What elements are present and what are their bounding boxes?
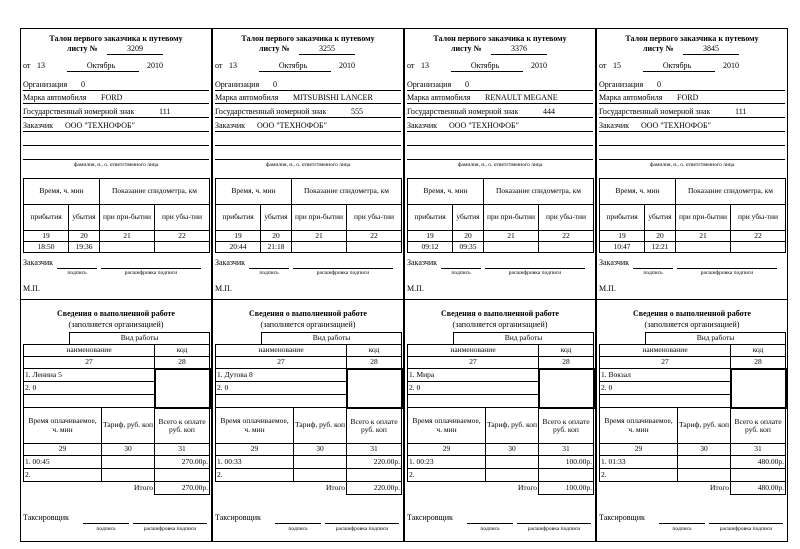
departure-time: 12:21 <box>645 242 676 253</box>
name-header: наименование <box>600 345 731 357</box>
work-subtitle: (заполняется организацией) <box>452 320 548 329</box>
col-28: 28 <box>347 357 402 369</box>
org-label: Организация <box>215 80 260 89</box>
work-type-header: Вид работы <box>646 333 786 345</box>
tariff-header: Тариф, руб. коп <box>486 408 539 444</box>
code-header: код <box>347 345 402 357</box>
work-type-header: Вид работы <box>70 333 210 345</box>
at-arrival-header: при при-бытии <box>292 205 347 231</box>
coupon-title-line2: листу № <box>259 44 290 53</box>
customer-sign-label: Заказчик <box>407 258 438 267</box>
code-header: код <box>155 345 210 357</box>
paid-time-header: Время оплачиваемое, ч. мин <box>600 408 678 444</box>
coupon-title-line1: Талон первого заказчика к путевому <box>49 34 183 43</box>
time-odometer-table <box>23 178 210 253</box>
date-prefix: от <box>23 61 31 70</box>
taximeter-signature-caption: подпись <box>96 526 116 532</box>
date-prefix: от <box>599 61 607 70</box>
at-departure-header: при убы-тии <box>155 205 210 231</box>
arrival-header: прибытия <box>600 205 645 231</box>
org-value: 0 <box>273 80 277 89</box>
org-label: Организация <box>407 80 452 89</box>
paid-sum: 220.00р. <box>347 456 402 469</box>
coupon-number: 3209 <box>127 44 143 53</box>
customer-label: Заказчик <box>407 121 438 130</box>
col-28: 28 <box>155 357 210 369</box>
col-28: 28 <box>539 357 594 369</box>
taximeter-label: Таксировщик <box>407 513 453 522</box>
decode-caption: расшифровка подписи <box>700 270 754 276</box>
at-departure-header: при убы-тии <box>347 205 402 231</box>
at-departure-header: при убы-тии <box>539 205 594 231</box>
odometer-header: Показание спидометра, км <box>484 179 594 205</box>
paid-sum: 100.00р. <box>539 456 594 469</box>
section-divider <box>21 299 211 300</box>
decode-caption: расшифровка подписи <box>124 270 178 276</box>
col-31: 31 <box>731 444 786 456</box>
customer-label: Заказчик <box>599 121 630 130</box>
col-19: 19 <box>24 231 69 242</box>
col-21: 21 <box>292 231 347 242</box>
col-27: 27 <box>408 357 539 369</box>
date-year: 2010 <box>147 61 163 70</box>
coupon-card <box>212 28 404 542</box>
paid-time-header: Время оплачиваемое, ч. мин <box>408 408 486 444</box>
customer-value: ООО "ТЕХНОФОБ" <box>449 121 519 130</box>
date-prefix: от <box>407 61 415 70</box>
total-value: 480.00р. <box>731 482 786 495</box>
plate-value: 111 <box>735 107 747 116</box>
arrival-time: 20:44 <box>216 242 261 253</box>
odometer-header: Показание спидометра, км <box>676 179 786 205</box>
date-month: Октябрь <box>470 61 500 70</box>
brand-value: RENAULT MEGANE <box>485 93 558 102</box>
coupon-title-line2: листу № <box>643 44 674 53</box>
work-item-1: 1. Ленина 5 <box>24 369 155 382</box>
paid-row-2: 2. <box>216 469 294 482</box>
arrival-time: 09:12 <box>408 242 453 253</box>
col-30: 30 <box>102 444 155 456</box>
org-value: 0 <box>465 80 469 89</box>
departure-header: убытия <box>261 205 292 231</box>
paid-sum: 270.00р. <box>155 456 210 469</box>
coupon-title-line1: Талон первого заказчика к путевому <box>241 34 375 43</box>
col-21: 21 <box>100 231 155 242</box>
work-type-header: Вид работы <box>262 333 402 345</box>
paid-row-1: 1. 00:23 <box>408 456 486 469</box>
coupon-card <box>596 28 788 542</box>
col-19: 19 <box>600 231 645 242</box>
paid-row-1: 1. 01:33 <box>600 456 678 469</box>
total-pay-header: Всего к оплате руб. коп <box>731 408 786 444</box>
at-arrival-header: при при-бытии <box>100 205 155 231</box>
coupon-number: 3845 <box>703 44 719 53</box>
col-30: 30 <box>294 444 347 456</box>
col-29: 29 <box>216 444 294 456</box>
time-odometer-table <box>407 178 594 253</box>
col-31: 31 <box>347 444 402 456</box>
date-prefix: от <box>215 61 223 70</box>
stamp-label: М.П. <box>599 284 616 293</box>
col-31: 31 <box>155 444 210 456</box>
time-header: Время, ч. мин <box>216 179 292 205</box>
tariff-header: Тариф, руб. коп <box>294 408 347 444</box>
work-title: Сведения о выполненной работе <box>441 309 559 318</box>
col-29: 29 <box>600 444 678 456</box>
arrival-time: 18:50 <box>24 242 69 253</box>
taximeter-decode-caption: расшифровка подписи <box>143 526 197 532</box>
plate-value: 555 <box>351 107 363 116</box>
work-table <box>599 332 787 495</box>
total-value: 100.00р. <box>539 482 594 495</box>
col-31: 31 <box>539 444 594 456</box>
name-header: наименование <box>408 345 539 357</box>
at-arrival-header: при при-бытии <box>676 205 731 231</box>
col-20: 20 <box>69 231 100 242</box>
taximeter-label: Таксировщик <box>215 513 261 522</box>
stamp-label: М.П. <box>23 284 40 293</box>
arrival-header: прибытия <box>408 205 453 231</box>
org-label: Организация <box>23 80 68 89</box>
col-19: 19 <box>408 231 453 242</box>
work-title: Сведения о выполненной работе <box>633 309 751 318</box>
brand-value: FORD <box>101 93 123 102</box>
col-30: 30 <box>678 444 731 456</box>
name-header: наименование <box>24 345 155 357</box>
work-item-2: 2. 0 <box>24 382 155 395</box>
signature-caption: подпись <box>643 270 663 276</box>
col-20: 20 <box>261 231 292 242</box>
taximeter-signature-caption: подпись <box>288 526 308 532</box>
work-title: Сведения о выполненной работе <box>249 309 367 318</box>
work-item-1: 1. Дутова 8 <box>216 369 347 382</box>
col-22: 22 <box>155 231 210 242</box>
date-day: 15 <box>613 61 621 70</box>
date-year: 2010 <box>531 61 547 70</box>
org-value: 0 <box>657 80 661 89</box>
paid-time-header: Время оплачиваемое, ч. мин <box>24 408 102 444</box>
brand-label: Марка автомобиля <box>215 93 279 102</box>
arrival-time: 10:47 <box>600 242 645 253</box>
paid-row-2: 2. <box>408 469 486 482</box>
coupon-title-line1: Талон первого заказчика к путевому <box>433 34 567 43</box>
coupon-title-line2: листу № <box>67 44 98 53</box>
work-table <box>23 332 211 495</box>
signature-caption: подпись <box>67 270 87 276</box>
taximeter-decode-caption: расшифровка подписи <box>527 526 581 532</box>
taximeter-decode-caption: расшифровка подписи <box>335 526 389 532</box>
org-label: Организация <box>599 80 644 89</box>
date-day: 13 <box>37 61 45 70</box>
paid-sum: 480.00р. <box>731 456 786 469</box>
work-item-2: 2. 0 <box>408 382 539 395</box>
col-20: 20 <box>453 231 484 242</box>
total-pay-header: Всего к оплате руб. коп <box>347 408 402 444</box>
total-value: 270.00р. <box>155 482 210 495</box>
paid-row-1: 1. 00:33 <box>216 456 294 469</box>
departure-header: убытия <box>69 205 100 231</box>
col-29: 29 <box>408 444 486 456</box>
col-21: 21 <box>676 231 731 242</box>
col-28: 28 <box>731 357 786 369</box>
work-subtitle: (заполняется организацией) <box>68 320 164 329</box>
customer-label: Заказчик <box>23 121 54 130</box>
departure-time: 09:35 <box>453 242 484 253</box>
col-22: 22 <box>731 231 786 242</box>
odometer-header: Показание спидометра, км <box>292 179 402 205</box>
work-type-header: Вид работы <box>454 333 594 345</box>
customer-sign-label: Заказчик <box>23 258 54 267</box>
coupon-card <box>20 28 212 542</box>
plate-value: 111 <box>159 107 171 116</box>
work-subtitle: (заполняется организацией) <box>644 320 740 329</box>
responsible-caption: фамилия, и., о. ответственного лица <box>265 162 351 168</box>
work-item-1: 1. Мира <box>408 369 539 382</box>
at-departure-header: при убы-тии <box>731 205 786 231</box>
work-table <box>215 332 403 495</box>
responsible-caption: фамилия, и., о. ответственного лица <box>73 162 159 168</box>
code-header: код <box>731 345 786 357</box>
taximeter-signature-caption: подпись <box>480 526 500 532</box>
plate-label: Государственный номерной знак <box>407 107 519 116</box>
date-month: Октябрь <box>86 61 116 70</box>
departure-time: 21:18 <box>261 242 292 253</box>
responsible-caption: фамилия, и., о. ответственного лица <box>649 162 735 168</box>
total-value: 220.00р. <box>347 482 402 495</box>
taximeter-signature-caption: подпись <box>672 526 692 532</box>
taximeter-decode-caption: расшифровка подписи <box>719 526 773 532</box>
org-value: 0 <box>81 80 85 89</box>
coupon-number: 3255 <box>319 44 335 53</box>
brand-label: Марка автомобиля <box>23 93 87 102</box>
customer-sign-label: Заказчик <box>215 258 246 267</box>
total-label: Итого <box>710 483 729 493</box>
work-title: Сведения о выполненной работе <box>57 309 175 318</box>
date-month: Октябрь <box>662 61 692 70</box>
col-22: 22 <box>539 231 594 242</box>
col-19: 19 <box>216 231 261 242</box>
date-year: 2010 <box>723 61 739 70</box>
work-item-1: 1. Вокзал <box>600 369 731 382</box>
stamp-label: М.П. <box>407 284 424 293</box>
work-item-2: 2. 0 <box>216 382 347 395</box>
code-header: код <box>539 345 594 357</box>
plate-label: Государственный номерной знак <box>215 107 327 116</box>
work-subtitle: (заполняется организацией) <box>260 320 356 329</box>
time-header: Время, ч. мин <box>600 179 676 205</box>
paid-row-1: 1. 00:45 <box>24 456 102 469</box>
col-21: 21 <box>484 231 539 242</box>
at-arrival-header: при при-бытии <box>484 205 539 231</box>
decode-caption: расшифровка подписи <box>316 270 370 276</box>
plate-label: Государственный номерной знак <box>599 107 711 116</box>
arrival-header: прибытия <box>216 205 261 231</box>
responsible-caption: фамилия, и., о. ответственного лица <box>457 162 543 168</box>
tariff-header: Тариф, руб. коп <box>678 408 731 444</box>
odometer-header: Показание спидометра, км <box>100 179 210 205</box>
date-month: Октябрь <box>278 61 308 70</box>
coupon-title-line2: листу № <box>451 44 482 53</box>
section-divider <box>405 299 595 300</box>
date-day: 13 <box>421 61 429 70</box>
section-divider <box>213 299 403 300</box>
col-27: 27 <box>24 357 155 369</box>
departure-header: убытия <box>453 205 484 231</box>
brand-value: FORD <box>677 93 699 102</box>
paid-row-2: 2. <box>600 469 678 482</box>
paid-time-header: Время оплачиваемое, ч. мин <box>216 408 294 444</box>
plate-label: Государственный номерной знак <box>23 107 135 116</box>
col-27: 27 <box>600 357 731 369</box>
col-30: 30 <box>486 444 539 456</box>
customer-label: Заказчик <box>215 121 246 130</box>
arrival-header: прибытия <box>24 205 69 231</box>
signature-caption: подпись <box>259 270 279 276</box>
total-pay-header: Всего к оплате руб. коп <box>155 408 210 444</box>
total-label: Итого <box>326 483 345 493</box>
col-20: 20 <box>645 231 676 242</box>
date-day: 13 <box>229 61 237 70</box>
time-odometer-table <box>215 178 402 253</box>
customer-sign-label: Заказчик <box>599 258 630 267</box>
stamp-label: М.П. <box>215 284 232 293</box>
customer-value: ООО "ТЕХНОФОБ" <box>65 121 135 130</box>
work-item-2: 2. 0 <box>600 382 731 395</box>
taximeter-label: Таксировщик <box>599 513 645 522</box>
plate-value: 444 <box>543 107 555 116</box>
customer-value: ООО "ТЕХНОФОБ" <box>641 121 711 130</box>
total-label: Итого <box>134 483 153 493</box>
date-year: 2010 <box>339 61 355 70</box>
col-22: 22 <box>347 231 402 242</box>
col-29: 29 <box>24 444 102 456</box>
time-odometer-table <box>599 178 786 253</box>
signature-caption: подпись <box>451 270 471 276</box>
coupon-number: 3376 <box>511 44 527 53</box>
customer-value: ООО "ТЕХНОФОБ" <box>257 121 327 130</box>
decode-caption: расшифровка подписи <box>508 270 562 276</box>
coupon-card <box>404 28 596 542</box>
brand-label: Марка автомобиля <box>599 93 663 102</box>
coupon-title-line1: Талон первого заказчика к путевому <box>625 34 759 43</box>
time-header: Время, ч. мин <box>408 179 484 205</box>
taximeter-label: Таксировщик <box>23 513 69 522</box>
total-pay-header: Всего к оплате руб. коп <box>539 408 594 444</box>
col-27: 27 <box>216 357 347 369</box>
time-header: Время, ч. мин <box>24 179 100 205</box>
paid-row-2: 2. <box>24 469 102 482</box>
departure-header: убытия <box>645 205 676 231</box>
brand-label: Марка автомобиля <box>407 93 471 102</box>
section-divider <box>597 299 787 300</box>
departure-time: 19:36 <box>69 242 100 253</box>
tariff-header: Тариф, руб. коп <box>102 408 155 444</box>
name-header: наименование <box>216 345 347 357</box>
brand-value: MITSUBISHI LANCER <box>293 93 373 102</box>
work-table <box>407 332 595 495</box>
total-label: Итого <box>518 483 537 493</box>
